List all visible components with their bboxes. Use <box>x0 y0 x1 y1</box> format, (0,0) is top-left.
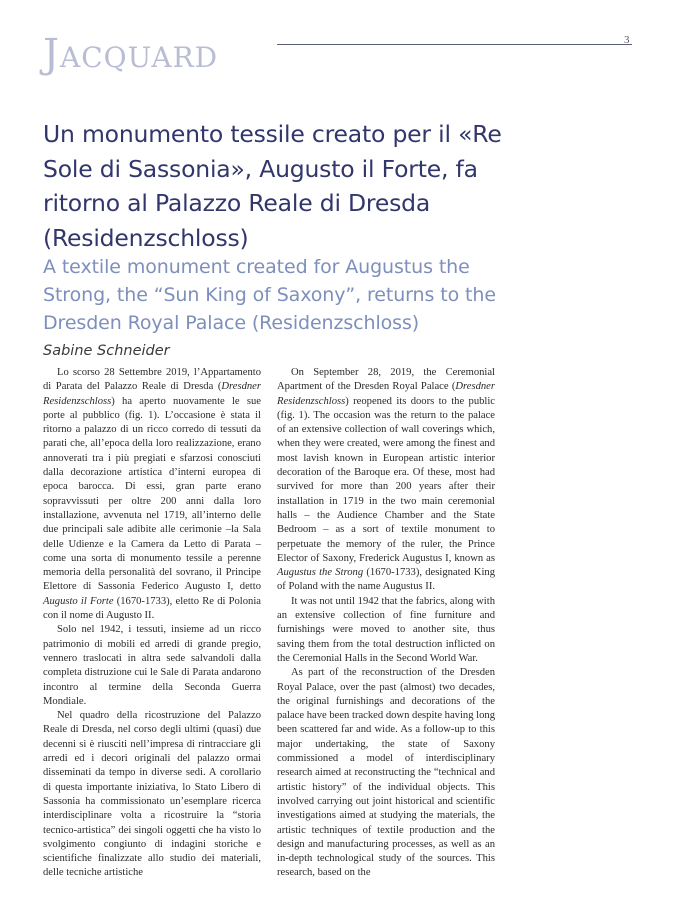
english-paragraph-2: It was not until 1942 that the fabrics, along with an extensive collection of fine furniture and furnishings were moved to another site, thus saving them from the total destruction inflicted on the Ceremonial Halls in the Second World War. <box>277 595 495 664</box>
english-paragraph-3: As part of the reconstruction of the Dresden Royal Palace, over the past (almost) two decades, the original furnishings and decorations of the palace have been tracked down despite having long been scattered far and wide. As a follow-up to this major undertaking, the state of Saxony commissioned a model of interdisciplinary research aimed at reconstructing the “technical and artistic history” of the individual objects. This involved carrying out joint historical and scientific investigations aimed at studying the materials, the artistic techniques of textile production and the design and manufacturing processes, as well as an in-depth technological study of the sources. This research, based on the <box>277 667 495 879</box>
english-text-column <box>277 366 495 881</box>
english-p1-text-c: (1670-1733), designated King of Poland with the name Augustus II. <box>277 567 495 593</box>
italian-p1-text-a: Lo scorso 28 Settembre 2019, l’Appartamento di Parata del Palazzo Reale di Dresda ( <box>43 367 261 393</box>
italian-paragraph-3: Nel quadro della ricostruzione del Palazzo Reale di Dresda, nel corso degli ultimi (quasi) due decenni si è riusciti nell’impresa di rintracciare gli arredi ed i decori originali del palazzo ormai disseminati da tempo in diverse sedi. A corollario di questa importante iniziativa, lo Stato Libero di Sassonia ha commissionato un’esemplare ricerca interdisciplinare volta a ricostruire la “storia tecnico-artistica” dei singoli oggetti che ha visto lo svolgimento congiunto di indagini storiche e scientifiche finalizzate allo studio dei materiali, delle tecniche artistiche <box>43 710 261 879</box>
italian-paragraph-2: Solo nel 1942, i tessuti, insieme ad un ricco patrimonio di mobili ed arredi di grande pregio, vennero traslocati in altra sede salvandoli dalla completa distruzione cui le Sale di Parata andarono incontro al termine della Seconda Guerra Mondiale. <box>43 624 261 707</box>
header-rule <box>277 44 632 45</box>
italian-text-column <box>43 366 261 881</box>
article-author: Sabine Schneider <box>43 343 170 359</box>
italian-p1-emphasis-2: Augusto il Forte <box>43 595 114 607</box>
english-p1-text-a: On September 28, 2019, the Ceremonial Apartment of the Dresden Royal Palace ( <box>277 367 495 393</box>
italian-paragraph-1 <box>43 366 261 623</box>
magazine-masthead: Jacquard <box>43 31 219 77</box>
article-title-italian: Un monumento tessile creato per il «Re Sole di Sassonia», Augusto il Forte, fa ritorno al Palazzo Reale di Dresda (Residenzschloss) <box>43 120 502 252</box>
english-paragraph-1 <box>277 366 495 595</box>
article-title-english: A textile monument created for Augustus the Strong, the “Sun King of Saxony”, returns to the Dresden Royal Palace (Residenzschloss) <box>43 256 496 334</box>
italian-p1-emphasis-1: Dresdner Residenzschloss <box>43 381 261 407</box>
italian-p1-text-b: ) ha aperto nuovamente le sue porte al pubblico (fig. 1). L’occasione è stata il ritorno a palazzo di un ricco corredo di tessuti da parati che, all’epoca della loro realizzazione, erano annoverati tra i più pregiati e sfarzosi conosciuti dalla decorazione artistica d’interni europea di epoca barocca. Di essi, gran parte erano sopravvissuti per oltre 200 anni dalla loro installazione, avvenuta nel 1719, all’interno delle due principali sale adibite alle cerimonie –la Sala delle Udienze e la Camera da Letto di Parata – come una sorta di monumento tessile a perenne memoria della personalità del sovrano, il Principe Elettore di Sassonia Federico Augusto I, detto <box>43 395 261 593</box>
page-number: 3 <box>624 34 630 46</box>
english-p1-emphasis-2: Augustus the Strong <box>277 567 364 579</box>
english-p1-text-b: ) reopened its doors to the public (fig. 1). The occasion was the return to the palace of an extensive collection of wall coverings which, when they were created, were among the finest and most lavish known in European artistic interior decoration of the Baroque era. Of these, most had survived for more than 200 years after their installation in 1719 in the two main ceremonial halls – the Audience Chamber and the State Bedroom – as a sort of textile monument to perpetuate the memory of the ruler, the Prince Elector of Saxony, Frederick Augustus I, known as <box>277 395 495 564</box>
italian-p1-text-c: (1670-1733), eletto Re di Polonia con il nome di Augusto II. <box>43 595 261 622</box>
english-p1-emphasis-1: Dresdner Residenzschloss <box>277 381 495 407</box>
